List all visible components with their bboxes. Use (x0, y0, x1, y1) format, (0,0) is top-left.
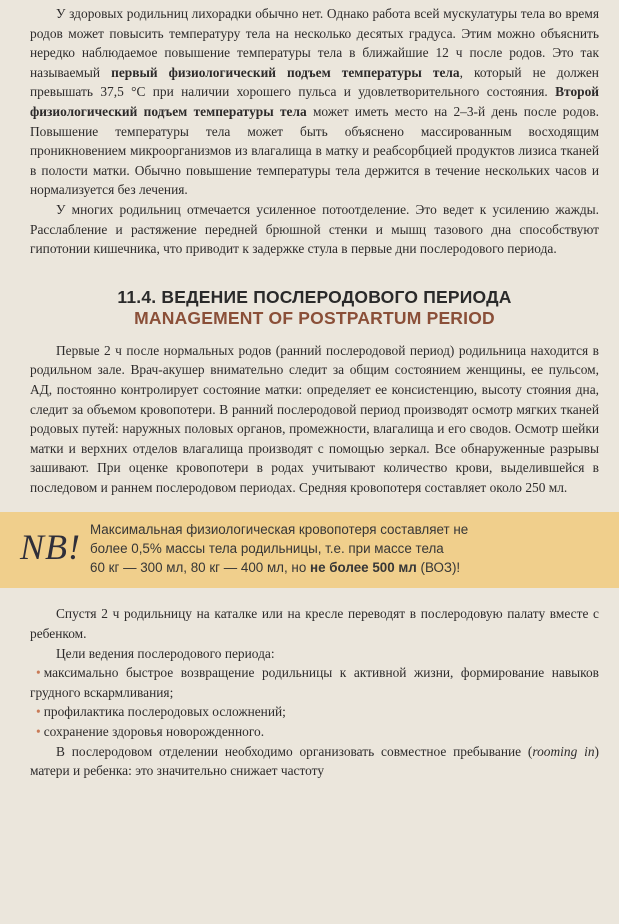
nb-limit: не более 500 мл (310, 560, 417, 576)
paragraph-rooming-in: В послеродовом отделении необходимо организовать совместное пребывание (rooming in) матери и ребенка: это значительно снижает частоту (30, 743, 599, 779)
bullet-icon: • (36, 704, 41, 720)
nb-text: Максимальная физиологическая кровопотеря составляет не более 0,5% массы тела родильницы, т.е. при массе тела 60 кг — 300 мл, 80 кг — 400 мл, но не более 500 мл (ВОЗ)! (90, 522, 469, 576)
paragraph-sweating: У многих родильниц отмечается усиленное потоотделение. Это ведет к усилению жажды. Расслабление и растяжение передней брюшной стенки и мышц тазового дна способствуют гипотонии кишечника, что приводит к задержке стула в первые дни послеродового периода. (30, 201, 599, 257)
section-title-ru: 11.4. ВЕДЕНИЕ ПОСЛЕРОДОВОГО ПЕРИОДА (117, 286, 512, 307)
bullet-icon: • (36, 724, 41, 740)
list-item: • максимально быстрое возвращение родильницы к активной жизни, формирование навыков грудного вскармливания; (30, 665, 599, 700)
bullet-icon: • (36, 665, 41, 681)
paragraph-fever: У здоровых родильниц лихорадки обычно нет. Однако работа всей мускулатуры тела во время родов может повысить температуру тела на несколько десятых градуса. Этим можно объяснить нередко наблюдаемое повышение температуры тела в ближайшие 12 ч после родов. Это так называемый первый физиологический подъем температуры тела, который не должен превышать 37,5 °С при наличии хорошего пульса и удовлетворительного состояния. Второй физиологический подъем температуры тела может иметь место на 2–3-й день после родов. Повышение температуры тела может быть объяснено массированным восходящим проникновением микроорганизмов из влагалища в матку и реабсорбцией продуктов лизиса тканей в полости матки. Обычно повышение температуры тела держится в течение нескольких часов и нормализуется без лечения. (30, 6, 599, 198)
nb-mark: NB! (20, 527, 81, 568)
paragraph-transfer: Спустя 2 ч родильницу на каталке или на кресле переводят в послеродовую палату вместе с ребенком. (30, 606, 599, 642)
term-second-rise: Второй физиологический подъем температуры тела (30, 84, 599, 119)
list-item: • профилактика послеродовых осложнений; (36, 704, 286, 720)
section-heading (30, 287, 599, 329)
list-item: • сохранение здоровья новорожденного. (36, 724, 265, 740)
paragraph-early-period: Первые 2 ч после нормальных родов (ранний послеродовой период) родильница находится в родильном зале. Врач-акушер внимательно следит за общим состоянием женщины, ее пульсом, АД, постоянно контролирует состояние матки: определяет ее консистенцию, высоту стояния дна, следит за объемом кровопотери. В ранний послеродовой период производят осмотр мягких тканей родовых путей: наружных половых органов, промежности, влагалища и его сводов. Осмотр шейки матки и верхних отделов влагалища производят с помощью зеркал. Все обнаруженные разрывы зашивают. При оценке кровопотери в родах учитывают количество крови, выделившейся в последовом и раннем послеродовом периодах. Средняя кровопотеря составляет около 250 мл. (30, 342, 599, 495)
nb-callout (0, 512, 619, 588)
term-rooming-in: rooming in (532, 743, 595, 759)
section-title-en: MANAGEMENT OF POSTPARTUM PERIOD (134, 307, 495, 328)
goals-intro: Цели ведения послеродового периода: (56, 645, 275, 661)
term-first-rise: первый физиологический подъем температуры тела (111, 64, 460, 80)
